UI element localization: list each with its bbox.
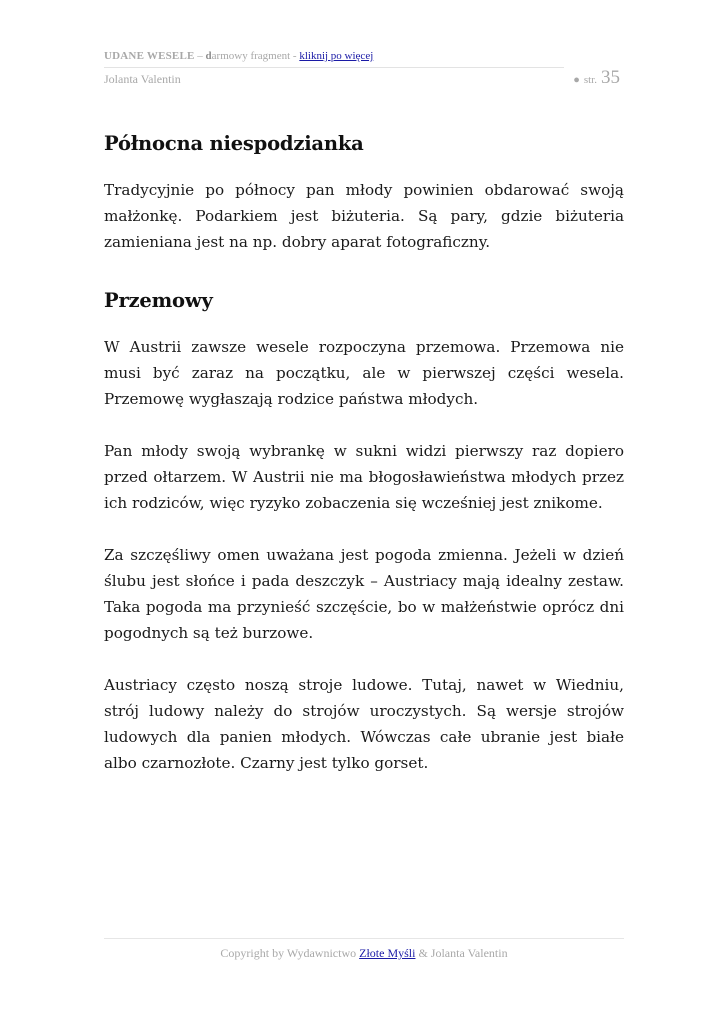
footer-divider (104, 938, 624, 939)
header-title-line (104, 50, 373, 62)
paragraph: Za szczęśliwy omen uważana jest pogoda zmienna. Jeżeli w dzień ślubu jest słońce i pada deszczyk – Austriacy mają idealny zestaw. Taka pogoda ma przynieść szczęście, bo w małżeństwie oprócz dni pogodnych są też burzowe. (104, 546, 624, 642)
bullet-icon: ● (573, 74, 580, 86)
page-prefix: str. (583, 74, 597, 86)
footer-copyright (0, 946, 728, 961)
paragraph: Pan młody swoją wybrankę w sukni widzi pierwszy raz dopiero przed ołtarzem. W Austrii nie ma błogosławieństwa młodych przez ich rodziców, więc ryzyko zobaczenia się wcześniej jest znikome. (104, 442, 624, 512)
book-title: UDANE WESELE (104, 50, 195, 62)
paragraph: W Austrii zawsze wesele rozpoczyna przemowa. Przemowa nie musi być zaraz na początku, ale w pierwszej części wesela. Przemowę wygłaszają rodzice państwa młodych. (104, 338, 624, 408)
page-indicator (573, 67, 620, 89)
copyright-suffix: & Jolanta Valentin (415, 946, 508, 960)
page-number: 35 (601, 67, 620, 88)
header-divider (104, 67, 564, 68)
header-author: Jolanta Valentin (104, 72, 181, 86)
fragment-initial: d (205, 50, 212, 62)
more-link[interactable]: kliknij po więcej (299, 50, 374, 62)
paragraph: Austriacy często noszą stroje ludowe. Tutaj, nawet w Wiedniu, strój ludowy należy do strojów uroczystych. Są wersje strojów ludowych dla panien młodych. Wówczas całe ubranie jest białe albo czarnozłote. Czarny jest tylko gorset. (104, 676, 624, 772)
header-separator: – (194, 50, 206, 62)
section-heading: Przemowy (104, 289, 213, 312)
publisher-link[interactable]: Złote Myśli (359, 946, 416, 960)
section-heading: Północna niespodzianka (104, 132, 364, 155)
document-body (104, 128, 624, 776)
paragraph: Tradycyjnie po północy pan młody powinien obdarować swoją małżonkę. Podarkiem jest biżuteria. Są pary, gdzie biżuteria zamieniana jest na np. dobry aparat fotograficzny. (104, 181, 624, 251)
fragment-label: armowy fragment - (211, 50, 300, 62)
copyright-prefix: Copyright by Wydawnictwo (220, 946, 360, 960)
